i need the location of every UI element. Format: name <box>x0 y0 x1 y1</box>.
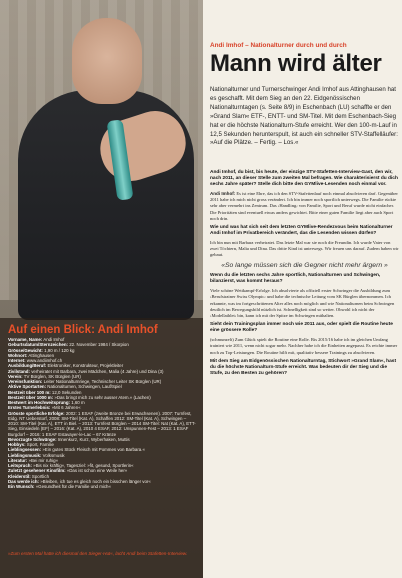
fact-label: Bestwert im Hochweitsprung: <box>8 400 70 405</box>
fact-label: Hobbys: <box>8 442 26 447</box>
fact-value: Andi Imhof <box>42 337 65 342</box>
fact-label: Das werde ich: <box>8 478 39 484</box>
fact-label: Vorname, Name: <box>8 337 43 342</box>
fact-value: 12,0 Sekunden <box>50 389 82 395</box>
fact-label: Zuletzt gesehener Kinofilm: <box>8 468 66 474</box>
fact-label: Bestzeit über 1000 m: <box>8 394 54 400</box>
fact-label: Literatur: <box>8 457 28 463</box>
photo-caption: »Zum ersten Mal hatte ich diesmal den Sieger-Hut«, lacht Andi beim Stafetten-Interview. <box>8 551 188 556</box>
fact-value: TV Bürglen, SK Bürglen (UR) <box>22 373 81 379</box>
article-lead: Nationalturner und Turnerschwinger Andi Imhof aus Attinghausen hat es geschafft. Mit dem Sieg an den 22. Eidgenössischen Nationalturntagen (s. Seite 8/9) in Eschenbach (LU) schaffte er den »Grand Slam« ETF-, ENTT- und SM-Titel. Mit dem Eschenbach-Sieg hat er die höchste Nationalturn-Stufe erreicht. Wer den 100-m-Lauf in 12,5 Sekunden herunterspult, ist auch ein schneller STV-Staffelläufer: »Auf die Plätze. – Fertig. – Los.« <box>210 86 398 147</box>
fact-label: Vereinsfunktion: <box>8 379 43 384</box>
fact-label: Leitspruch: <box>8 463 32 468</box>
fact-value: »Das bringt mich zu sehr ausser Atem.« (Lachen) <box>53 394 151 400</box>
fact-label: Aktive Sportarten: <box>8 384 47 390</box>
answer-4: (schmunzelt) Zum Glück spielt die Routine eine Rolle. Bis 2015/16 habe ich im gleichen Umfang trainiert wie 2011, wenn nicht sogar mehr. Nachher habe ich die Einheiten angepasst. Es reichte immer noch zu Top-Leistungen. Die Routine hilft mit, qualitativ bessere Trainings zu absolvieren. <box>210 337 398 355</box>
question-4: Sieht dein Trainingsplan immer noch wie 2011 aus, oder spielt die Routine heute eine grössere Rolle? <box>210 322 393 334</box>
fact-value: »Mit 6 Jahren« <box>50 405 81 411</box>
pull-quote: «So lange müssen sich die Gegner nicht mehr ärgern » <box>221 261 388 269</box>
fact-value: 22. November 1984 / Skorpion <box>68 342 129 348</box>
question-1: Andi Imhof, du bist, bis heute, der einzige STV-Stafetten-Interview-Gast, den wir, nach 2011, an dieser Stelle zum zweiten Mal befragen. Wie charakterisierst du dich sechs Jahre später? Stelle dich bitte den GYMlive-Lesenden noch einmal vor. <box>210 170 398 187</box>
answer-1-text: Es ist eine Ehre, das ich den STV-Stafettenlauf noch einmal absolvieren darf. Gegenüber 2011 habe ich mich nicht gross verändert. Ich bin immer noch sportlich unterwegs. Die Familie rückte sehr aber vermehrt ins Zentrum. Das ›Handling‹ von Familie, Sport und Beruf wurde nicht einfacher. Die Prioritäten sind eventuell etwas anders gewichtet. Bitte einer guten Familie liegt aber auch Sport noch drin. <box>210 191 398 221</box>
fact-value: www.andiimhof.ch <box>25 358 63 363</box>
fact-label: Internet: <box>8 358 26 363</box>
question-2: Wie und was hat sich seit dem letzten GYMlive-Rendezvous beim Nationalturner Andi Imhof im Privatbereich verändert, das die Lesenden wissen dürfen? <box>210 225 393 237</box>
fact-value: 1,90 m / 120 kg <box>42 347 75 353</box>
fact-label: Grösse/Gewicht: <box>8 347 43 353</box>
fact-label: Ein Wunsch: <box>8 484 35 489</box>
fact-value: Innenkurz, Kurz, Wyberhaken, Muttis <box>56 436 130 442</box>
fact-value: 1,60 m <box>69 400 85 405</box>
fact-value: Sport, Familie <box>25 442 54 447</box>
fact-label: Wohnort: <box>8 352 28 358</box>
fact-label: Lieblingsessen: <box>8 447 42 453</box>
facts-list <box>8 337 198 489</box>
fact-label: Ausbildung/Beruf: <box>8 363 47 369</box>
question-5: Mit dem Sieg am Eidgenössischen Nationalturntag, Stichwort »Grand Slam«, hast du die höchste Nationalturn-Stufe erreicht. Was bedeuten dir der Sieg und die Stufe, zu den Besten zu gehören? <box>210 358 397 376</box>
fact-value: Attinghausen <box>27 352 55 358</box>
answer-2: Ich bin nun mit Barbara verheiratet. Das letzte Mal war sie noch die Freundin. Ich wurde Vater von zwei Töchtern, Malia und Dina. Das dritte Kind ist unterwegs. Wir freuen uns darauf. Zudem haben wir gebaut. <box>210 240 399 258</box>
fact-label: Geburtsdatum/Sternzeichen: <box>8 342 69 348</box>
fact-label: Grösste sportliche Erfolge: <box>8 410 65 416</box>
fact-value: »Bleiben, ich tue es gleich noch ein bisschen länger vor« <box>39 478 151 484</box>
fact-item <box>8 484 198 489</box>
athlete-figure-head <box>72 18 142 104</box>
fact-item <box>8 411 198 437</box>
fact-value: Leiter Nationalturnriege, Technischer Leiter SK Bürglen (UR) <box>42 379 162 384</box>
fact-value: Nationalturnen, Schwingen, Lauf/Spiel <box>46 384 122 390</box>
fact-value: »Bei mir ruhig« <box>27 457 59 463</box>
answer-1-speaker: Andi Imhof: <box>210 191 236 196</box>
article-kicker: Andi Imhof – Nationalturner durch und durch <box>210 42 347 49</box>
fact-value: verheiratet mit Barbara, zwei Mädchen, Malia (4 Jahre) und Dina (3) <box>29 368 164 374</box>
article <box>203 0 402 578</box>
fact-label: Kleiderstil: <box>8 473 31 479</box>
fact-value: »Gesundheit für die Familie und mich« <box>34 484 111 489</box>
question-3: Wenn du die letzten sechs Jahre sportlich, Nationalturnen und Schwingen, bilanzierst, was kommt heraus? <box>210 273 381 285</box>
answer-1 <box>210 191 399 222</box>
fact-label: Bestzeit über 100 m: <box>8 389 51 395</box>
fact-label: Zivilstand: <box>8 368 30 374</box>
fact-value: 2002: 1 ESAF (zweite Bronze bei Erwachsenen). 2007: Turnfest, Eidg. NT Ueberstorf, 2008: SM-Titel (Kat. A), Schaffen 2012: SM-Titel (Kat. A), Schwingen – 2010: SM-Titel (Kat. A), ETT in Biel. – 2013: Turnfest Bürglen – 2014 SM-Titel: Nat (Kat. A), ETT-Sieg, Einsiedeln (EF) – 2016: (Kat. A), 2010 4 ESAF, 2012: Unspunnen-Fest – 2013: 1 ESAF Burgdorf – 2016: 1 ESAF Estavayer-le-Lac – 67 Kränze <box>8 410 196 437</box>
article-body <box>210 170 399 380</box>
fact-value: »Ein gutes Stück Fleisch mit Pommes von Barbara.« <box>41 447 145 453</box>
article-headline: Mann wird älter <box>210 50 382 77</box>
fact-value: »Das ist schon eine Weile her« <box>65 468 128 474</box>
fact-label: Bevorzugte Schwünge: <box>8 436 57 442</box>
fact-label: Erstes Turnerlebnis: <box>8 405 51 411</box>
fact-label: Lieblingsmusik: <box>8 452 42 458</box>
fact-value: Volksmusik <box>41 452 65 458</box>
facts-heading: Auf einen Blick: Andi Imhof <box>8 324 158 336</box>
answer-3: Viele schöne Wettkampf-Erfolge. Ich absolvierte als offiziell erster Schwinger die Ausbildung zum ›Berufstrainer Swiss Olympic‹ und habe die technische Leitung vom SK Bürglen übernommen. Ich erkannte, was im fortgeschrittenen Alter alles noch möglich und wie Nationalturnen beim Schwingen deutlich im Bewegungsbild nützlich ist. Schnelligkeit sind so weiter. Obwohl ich nicht der ›Modellathlet‹ bin, kann ich mit der Spitze im Schwingen mithalten. <box>210 288 395 319</box>
fact-value: Sportlich <box>30 473 50 479</box>
fact-value: »Bis nix kräftig«, Tagesziel: »fit, gesund, Sportlerin« <box>31 463 134 468</box>
fact-label: Verein: <box>8 373 23 379</box>
fact-value: Elektroniker, Konstrukteur, Projektleiter <box>46 363 124 369</box>
